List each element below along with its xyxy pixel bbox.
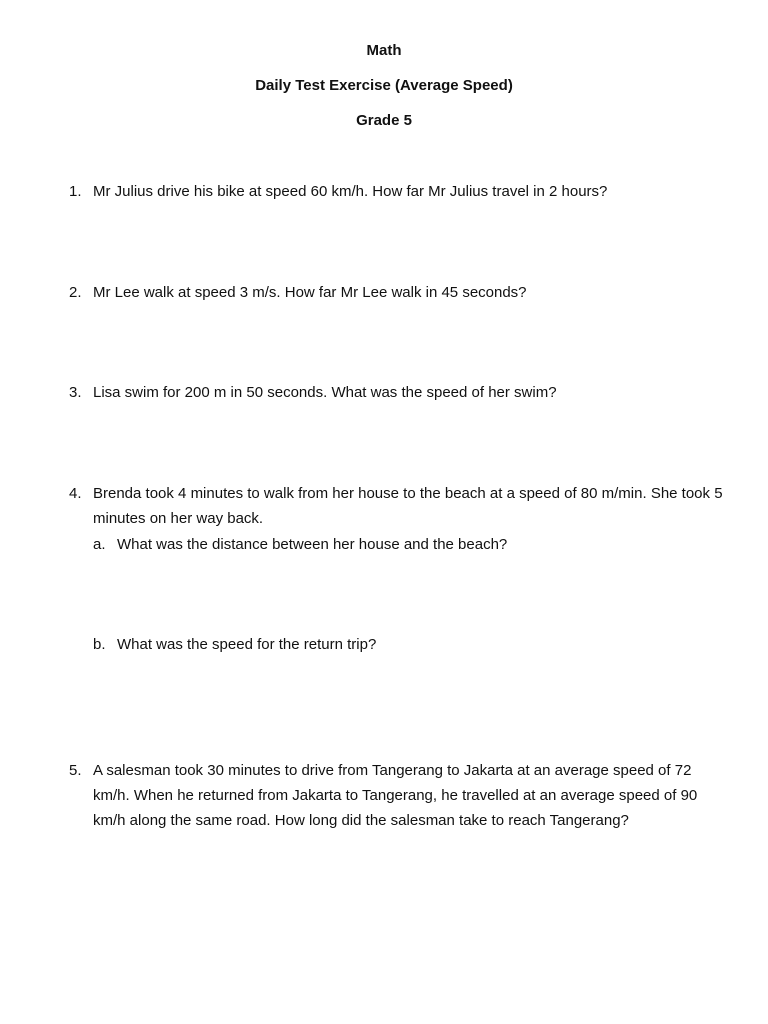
- question-4: [69, 481, 729, 531]
- question-number: 5.: [69, 762, 82, 779]
- question-text: Lisa swim for 200 m in 50 seconds. What was the speed of her swim?: [93, 384, 557, 401]
- part-label: b.: [93, 636, 106, 653]
- question-text: A salesman took 30 minutes to drive from Tangerang to Jakarta at an average speed of 72 km/h. When he returned from Jakarta to Tangerang, he travelled at an average speed of 90 km/h along the same road. How long did the salesman take to reach Tangerang?: [93, 762, 698, 829]
- part-label: a.: [93, 536, 106, 553]
- question-2: [69, 280, 729, 305]
- grade-heading: Grade 5: [356, 112, 412, 129]
- part-text: What was the speed for the return trip?: [117, 636, 377, 653]
- question-text: Mr Julius drive his bike at speed 60 km/h. How far Mr Julius travel in 2 hours?: [93, 183, 608, 200]
- question-3: [69, 380, 729, 405]
- part-text: What was the distance between her house and the beach?: [117, 536, 508, 553]
- question-number: 4.: [69, 485, 82, 502]
- question-text: Brenda took 4 minutes to walk from her house to the beach at a speed of 80 m/min. She took 5 minutes on her way back.: [93, 485, 723, 527]
- question-number: 2.: [69, 284, 82, 301]
- question-number: 3.: [69, 384, 82, 401]
- page-title: Daily Test Exercise (Average Speed): [255, 77, 513, 94]
- question-text: Mr Lee walk at speed 3 m/s. How far Mr Lee walk in 45 seconds?: [93, 284, 527, 301]
- question-4-part-b: [93, 632, 713, 657]
- subject-heading: Math: [366, 42, 402, 59]
- question-1: [69, 179, 729, 204]
- question-number: 1.: [69, 183, 82, 200]
- question-4-part-a: [93, 532, 713, 557]
- question-5: [69, 758, 729, 833]
